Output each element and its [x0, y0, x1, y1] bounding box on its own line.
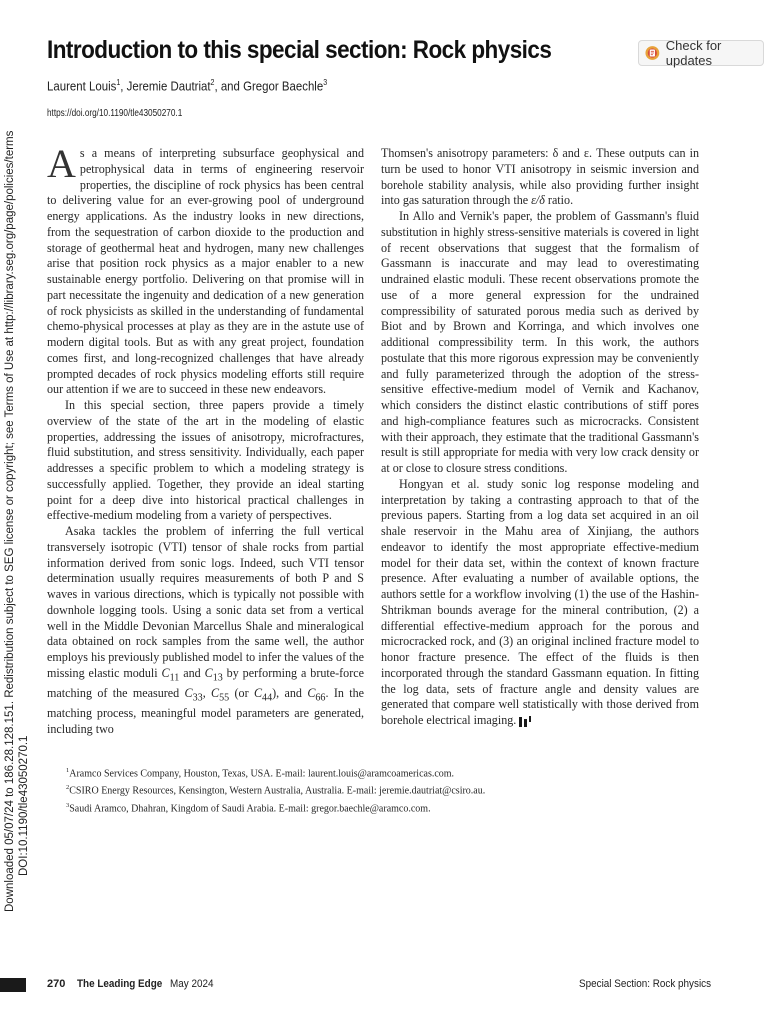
paragraph-hongyan [381, 477, 699, 729]
author-affiliation-sup: 1 [116, 78, 121, 87]
modulus-symbol: C [307, 685, 316, 700]
paragraph-text: Hongyan et al. study sonic log response modeling and interpretation by taking a contrasting approach to that of the previous papers. Starting from a log data set acquired in an oil shale reservoir in the Mahu area of Xinjiang, the authors endeavor to identify the most appropriate effective-medium model for their data set, within the context of known fracture presence. After evaluating a number of available options, the authors settle for a workflow involving (1) the use of the Hashin-Shtrikman bounds average for the mineral contribution, (2) a differential effective-medium approach for the porous and microcracked rock, and (3) an original inclined fracture model to honor fracture presence. The effect of the fluids is then incorporated through the standard Gassmann equation. In fitting the log data, sets of fracture angle and density values are generated that compare well statistically with those derived from borehole electrical imaging. [381, 476, 699, 727]
sidebar-doi: DOI:10.1190/tle43050270.1 [18, 735, 30, 876]
author-separator: , and [214, 78, 244, 94]
modulus-symbol: C [253, 685, 263, 700]
paragraph-intro [47, 141, 364, 398]
download-sidebar [0, 0, 34, 1024]
footnote-sup: 3 [66, 801, 70, 809]
download-notice: Downloaded 05/07/24 to 186.28.128.151. Redistribution subject to SEG license or copyright; see Terms of Use at http://library.seg.org/page/policies/terms [4, 130, 16, 912]
ratio-symbol: ε/δ [531, 193, 545, 208]
modulus-symbol: C [211, 685, 220, 700]
end-of-article-icon [519, 716, 535, 727]
paragraph-overview: In this special section, three papers provide a timely overview of the state of the art in the modeling of elastic properties, addressing the issues of anisotropy, microfractures, fluid substitution, and stress sensitivity. Individually, each paper addresses a specific problem to which a modeling strategy is successfully applied. Together, they provide an ideal starting point for a deep dive into historical practical challenges in effective-medium modeling from a variety of perspectives. [47, 398, 364, 523]
modulus-symbol: C [204, 665, 213, 680]
article-title: Introduction to this special section: Rock physics [47, 36, 552, 64]
paragraph-text: . In the matching process, meaningful model parameters are generated, including two [47, 685, 365, 736]
modulus-subscript: 66 [315, 692, 326, 704]
footnote [66, 799, 485, 816]
paragraph-text: Thomsen's anisotropy parameters: δ and ε. These outputs can in turn be used to honor VTI anisotropy in seismic inversion and borehole stability analysis, while also providing further insight into gas saturation through the [381, 146, 699, 208]
author-list [47, 78, 327, 93]
footnote-sup: 1 [66, 767, 70, 774]
paragraph-text: s a means of interpreting subsurface geophysical and petrophysical data in terms of engineering reservoir properties, the discipline of rock physics has been central to delivering value for an ever-growing pool of underground energy applications. As the industry looks in new directions, from the sequestration of carbon dioxide to the production and storage of geothermal heat and hydrogen, many new challenges arise that position rock physics as a major enabler to a new sustainable energy portfolio. Delivering on that promise will in part necessitate the ingenuity and dedication of a new generation of rock physicists as skilled in the understanding of fundamental chemo-physical processes at play as they are in the astute use of modern digital tools. But as with any great project, foundation comes first, and long-recognized challenges that have already prompted decades of rock physics modeling efforts still require our attention if we are to succeed in these new endeavors. [47, 146, 364, 397]
author-separator: , [120, 78, 127, 94]
modulus-subscript: 11 [169, 672, 180, 684]
author-name: Laurent Louis [47, 78, 117, 94]
paragraph-text: and [179, 665, 205, 680]
paragraph-text: Asaka tackles the problem of inferring the full vertical transversely isotropic (VTI) tensor of shale rocks from partial information derived from sonic logs. Indeed, such VTI tensor determination usually requires measurements of both P and S waves in various directions, which is typically not possible with downhole logging tools. Using a sonic data set from a vertical well in the Middle Devonian Marcellus Shale and mineralogical data obtained on rock samples from the same well, the author employs his previously published model to infer the values of the missing elastic moduli [47, 524, 364, 680]
footnote-sup: 2 [66, 784, 70, 792]
body-column-left [47, 141, 365, 738]
sidebar-marker [0, 978, 26, 992]
affiliation-footnotes [66, 764, 485, 816]
body-column-right [381, 146, 699, 729]
modulus-subscript: 33 [192, 692, 203, 704]
paragraph-asaka [47, 524, 364, 738]
paragraph-text: ), and [272, 685, 308, 700]
paragraph-allo-vernik: In Allo and Vernik's paper, the problem of Gassmann's fluid substitution in highly stress-sensitive materials is covered in light of recent observations that suggest that the formalism of Gassmann is inaccurate and may lead to overestimating undrained elastic moduli. These recent observations promote the use of a more general expression for the undrained compressibility of saturated porous media such as derived by Biot and by Brown and Korringa, and which involves one additional compressibility term. In this work, the authors postulate that this more rigorous expression may be conveniently and fully parameterized through the adoption of the stress-sensitive effective-medium model of Vernik and Kachanov, which considers the distinct elastic contributions of stiff pores and high-compliance features such as microcracks. Consistent with their approach, they estimate that the traditional Gassmann's result is still appropriate for media with very low crack density or at or close to closure stress conditions. [381, 209, 699, 475]
page-number: 270 [47, 978, 66, 990]
journal-name: The Leading Edge [77, 978, 163, 990]
modulus-subscript: 55 [219, 692, 230, 704]
footnote-text: Saudi Aramco, Dhahran, Kingdom of Saudi Arabia. E-mail: gregor.baechle@aramco.com. [69, 802, 431, 814]
footnote [66, 781, 485, 798]
paragraph-text: (or [229, 685, 254, 700]
issue-date: May 2024 [170, 978, 214, 990]
check-updates-icon [645, 45, 660, 61]
footnote-text: CSIRO Energy Resources, Kensington, Western Australia, Australia. E-mail: jeremie.dautriat@csiro.au. [69, 785, 486, 797]
modulus-symbol: C [161, 665, 170, 680]
paragraph-text: by performing a brute-force matching of the measured [47, 665, 364, 700]
drop-cap: A [47, 141, 76, 186]
check-for-updates-button[interactable] [638, 40, 764, 66]
modulus-subscript: 44 [262, 692, 273, 704]
paragraph-text: ratio. [544, 193, 574, 208]
author-name: Jeremie Dautriat [126, 78, 211, 94]
author-name: Gregor Baechle [243, 78, 324, 94]
section-name: Special Section: Rock physics [579, 978, 712, 990]
author-affiliation-sup: 3 [323, 78, 328, 87]
check-updates-label: Check for updates [665, 38, 722, 68]
paragraph-thomsen [381, 146, 699, 209]
author-affiliation-sup: 2 [210, 78, 215, 87]
footnote [66, 764, 485, 781]
paragraph-text: , [202, 685, 212, 700]
doi-link[interactable]: https://doi.org/10.1190/tle43050270.1 [47, 108, 183, 119]
footnote-text: Aramco Services Company, Houston, Texas, USA. E-mail: laurent.louis@aramcoamericas.com. [69, 768, 455, 780]
modulus-subscript: 13 [212, 672, 223, 684]
modulus-symbol: C [184, 685, 193, 700]
